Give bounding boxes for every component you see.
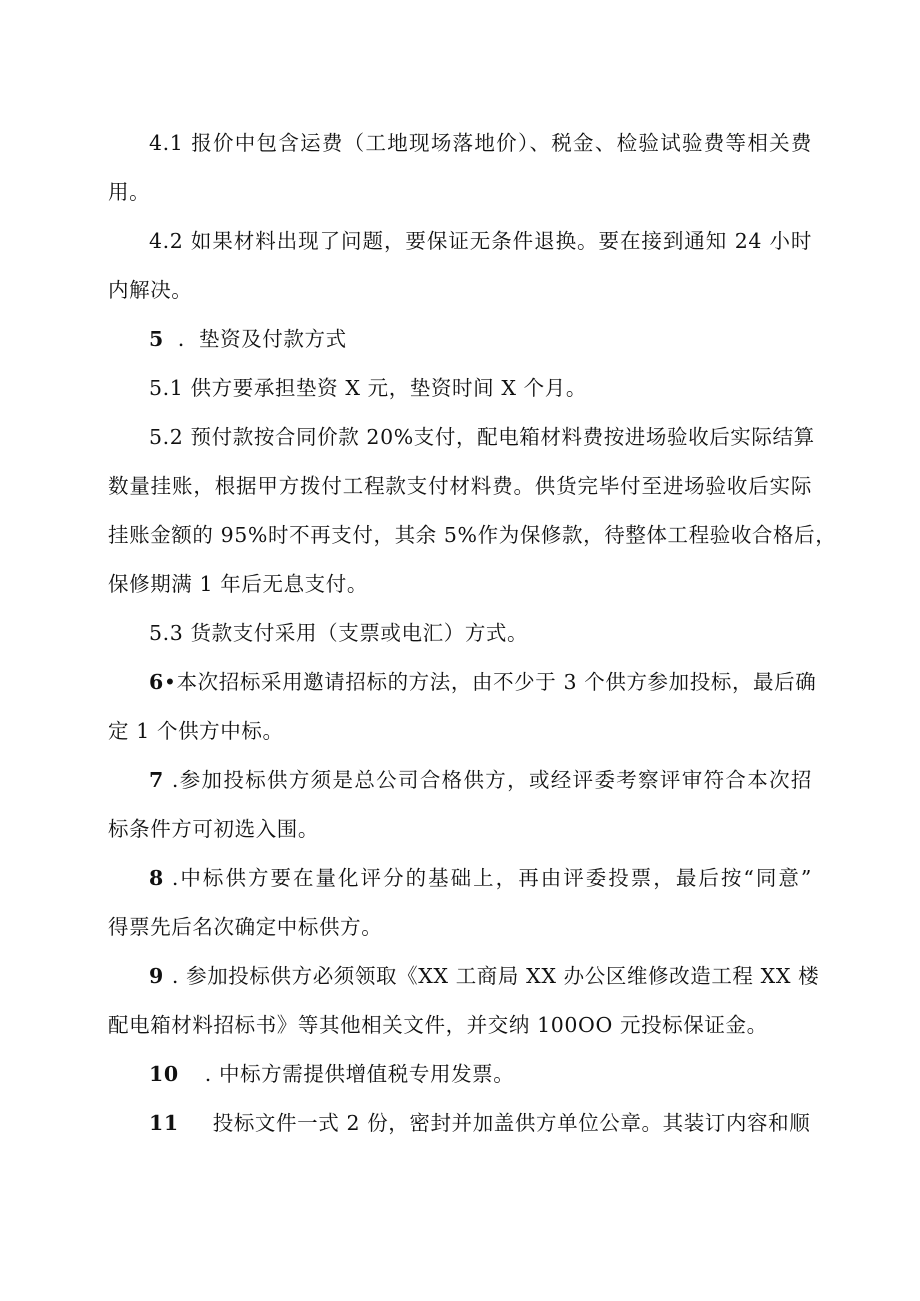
paragraph-4-1-line-2: 用。 [108, 180, 151, 204]
paragraph-5-2-line-1: 5.2 预付款按合同价款 20%支付，配电箱材料费按进场验收后实际结算 [149, 425, 815, 449]
paragraph-10 [149, 1060, 514, 1088]
paragraph-6-line-2: 定 1 个供方中标。 [108, 719, 284, 743]
paragraph-5-3: 5.3 货款支付采用（支票或电汇）方式。 [149, 621, 529, 645]
paragraph-10-text: . 中标方需提供增值税专用发票。 [204, 1062, 515, 1086]
paragraph-11-text: 投标文件一式 2 份，密封并加盖供方单位公章。其装订内容和顺 [212, 1111, 811, 1135]
paragraph-7-number: 7 [149, 768, 164, 792]
paragraph-9-number: 9 [149, 964, 164, 988]
paragraph-5-2-line-2: 数量挂账，根据甲方拨付工程款支付材料费。供货完毕付至进场验收后实际 [108, 474, 812, 498]
paragraph-8-line-2: 得票先后名次确定中标供方。 [108, 915, 383, 939]
paragraph-9-line-1 [149, 962, 820, 990]
paragraph-7-line-1 [149, 766, 812, 794]
paragraph-8-line-1 [149, 864, 812, 892]
paragraph-8-number: 8 [149, 866, 164, 890]
paragraph-10-number: 10 [149, 1062, 179, 1086]
paragraph-4-1-line-1: 4.1 报价中包含运费（工地现场落地价）、税金、检验试验费等相关费 [149, 131, 812, 155]
paragraph-4-2-line-1: 4.2 如果材料出现了问题，要保证无条件退换。要在接到通知 24 小时 [149, 229, 812, 253]
paragraph-5-2-line-3: 挂账金额的 95%时不再支付，其余 5%作为保修款，待整体工程验收合格后， [108, 523, 837, 547]
paragraph-4-2-line-2: 内解决。 [108, 278, 193, 302]
paragraph-11 [149, 1109, 812, 1137]
paragraph-5-1: 5.1 供方要承担垫资 X 元，垫资时间 X 个月。 [149, 376, 587, 400]
paragraph-8-text: .中标供方要在量化评分的基础上，再由评委投票，最后按“同意” [171, 866, 812, 890]
paragraph-9-text: . 参加投标供方必须领取《XX 工商局 XX 办公区维修改造工程 XX 楼 [171, 964, 820, 988]
paragraph-9-line-2: 配电箱材料招标书》等其他相关文件，并交纳 100OO 元投标保证金。 [108, 1013, 768, 1037]
paragraph-5-2-line-4: 保修期满 1 年后无息支付。 [108, 572, 368, 596]
heading-5-text: ．垫资及付款方式 [177, 327, 347, 351]
heading-5-number: 5 [149, 327, 164, 351]
paragraph-7-text: .参加投标供方须是总公司合格供方，或经评委考察评审符合本次招 [171, 768, 812, 792]
paragraph-6-line-1 [149, 668, 817, 696]
paragraph-11-number: 11 [149, 1111, 179, 1135]
paragraph-7-line-2: 标条件方可初选入围。 [108, 817, 319, 841]
heading-5 [149, 325, 347, 353]
paragraph-6-text: •本次招标采用邀请招标的方法，由不少于 3 个供方参加投标，最后确 [163, 670, 817, 694]
paragraph-6-number: 6 [149, 670, 164, 694]
